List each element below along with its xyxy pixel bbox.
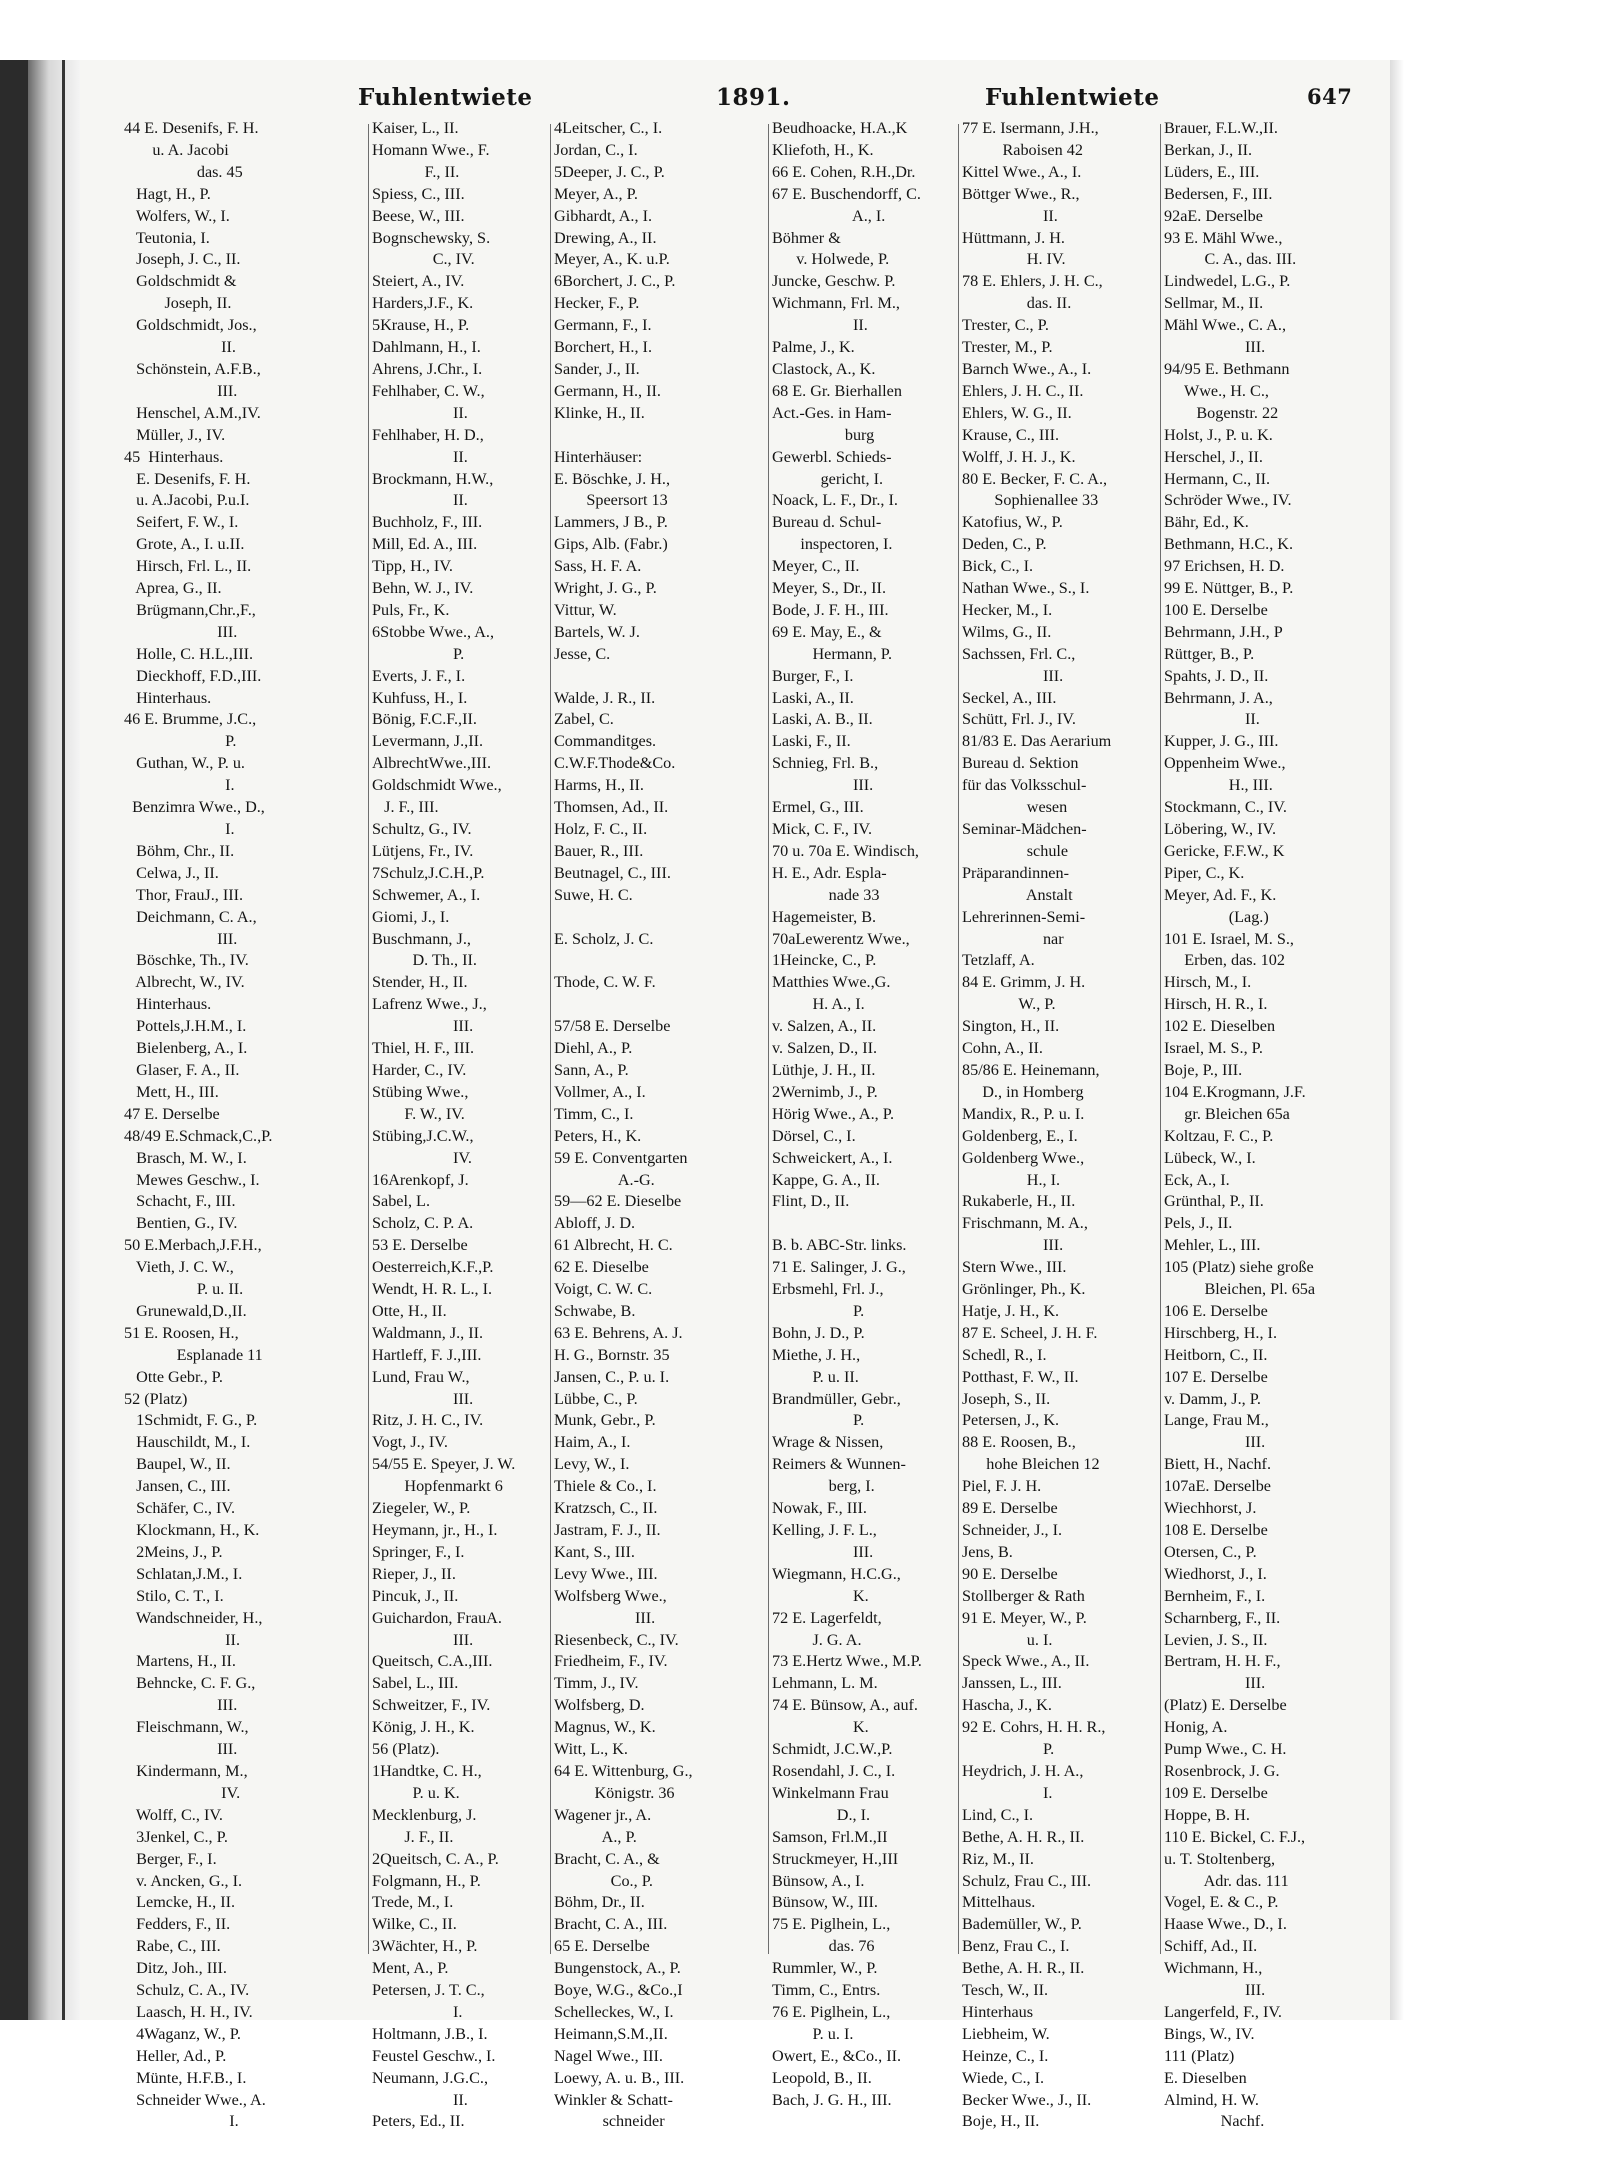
directory-column-4: Beudhoacke, H.A.,K Kliefoth, H., K. 66 E. Cohen, R.H.,Dr. 67 E. Buschendorff, C. A., I. Böhmer & v. Holwede, P. Juncke, Geschw. P. Wichmann, Frl. M., II. Palme, J., K. Clastock, A., K. 68 E. Gr. Bierhallen Act.-Ges. in Ham- burg Gewerbl. Schieds- gericht, I. Noack, L. F., Dr., I. Bureau d. Schul- inspectoren, I. Meyer, C., II. Meyer, S., Dr., II. Bode, J. F. H., III. 69 E. May, E., & Hermann, P. Burger, F., I. Laski, A., II. Laski, A. B., II. Laski, F., II. Schnieg, Frl. B., III. Ermel, G., III. Mick, C. F., IV. 70 u. 70a E. Windisch, H. E., Adr. Espla- nade 33 Hagemeister, B. 70aLewerentz Wwe., 1Heincke, C., P. Matthies Wwe.,G. H. A., I. v. Salzen, A., II. v. Salzen, D., II. Lüthje, J. H., II. 2Wernimb, J., P. Hörig Wwe., A., P. Dörsel, C., I. Schweickert, A., I. Kappe, G. A., II. Flint, D., II. B. b. ABC-Str. links. 71 E. Salinger, J. G., Erbsmehl, Frl. J., P. Bohn, J. D., P. Miethe, J. H., P. u. II. Brandmüller, Gebr., P. Wrage & Nissen, Reimers & Wunnen- berg, I. Nowak, F., III. Kelling, J. F. L., III. Wiegmann, H.C.G., K. 72 E. Lagerfeldt, J. G. A. 73 E.Hertz Wwe., M.P. Lehmann, L. M. 74 E. Bünsow, A., auf. K. Schmidt, J.C.W.,P. Rosendahl, J. C., I. Winkelmann Frau D., I. Samson, Frl.M.,II Struckmeyer, H.,III Bünsow, A., I. Bünsow, W., III. 75 E. Piglhein, L., das. 76 Rummler, W., P. Timm, C., Entrs. 76 E. Piglhein, L., P. u. I. Owert, E., &Co., II. Leopold, B., II. Bach, J. G. H., III.	[772, 119, 922, 2109]
directory-column-5: 77 E. Isermann, J.H., Raboisen 42 Kittel Wwe., A., I. Böttger Wwe., R., II. Hüttmann, J. H. H. IV. 78 E. Ehlers, J. H. C., das. II. Trester, C., P. Trester, M., P. Barnch Wwe., A., I. Ehlers, J. H. C., II. Ehlers, W. G., II. Krause, C., III. Wolff, J. H. J., K. 80 E. Becker, F. C. A., Sophienallee 33 Katofius, W., P. Deden, C., P. Bick, C., I. Nathan Wwe., S., I. Hecker, M., I. Wilms, G., II. Sachssen, Frl. C., III. Seckel, A., III. Schütt, Frl. J., IV. 81/83 E. Das Aerarium Bureau d. Sektion für das Volksschul- wesen Seminar-Mädchen- schule Präparandinnen- Anstalt Lehrerinnen-Semi- nar Tetzlaff, A. 84 E. Grimm, J. H. W., P. Sington, H., II. Cohn, A., II. 85/86 E. Heinemann, D., in Homberg Mandix, R., P. u. I. Goldenberg, E., I. Goldenberg Wwe., H., I. Rukaberle, H., II. Frischmann, M. A., III. Stern Wwe., III. Grönlinger, Ph., K. Hatje, J. H., K. 87 E. Scheel, J. H. F. Schedl, R., I. Potthast, F. W., II. Joseph, S., II. Petersen, J., K. 88 E. Roosen, B., hohe Bleichen 12 Piel, F. J. H. 89 E. Derselbe Schneider, J., I. Jens, B. 90 E. Derselbe Stollberger & Rath 91 E. Meyer, W., P. u. I. Speck Wwe., A., II. Janssen, L., III. Hascha, J., K. 92 E. Cohrs, H. H. R., P. Heydrich, J. H. A., I. Lind, C., I. Bethe, A. H. R., II. Riz, M., II. Schulz, Frau C., III. Mittelhaus. Bademüller, W., P. Benz, Frau C., I. Bethe, A. H. R., II. Tesch, W., II. Hinterhaus Liebheim, W. Heinze, C., I. Wiede, C., I. Becker Wwe., J., II. Boje, H., II.	[962, 119, 1112, 2131]
header-right-title: Fuhlentwiete	[985, 84, 1160, 111]
directory-column-3: 4Leitscher, C., I. Jordan, C., I. 5Deeper, J. C., P. Meyer, A., P. Gibhardt, A., I. Drewing, A., II. Meyer, A., K. u.P. 6Borchert, J. C., P. Hecker, F., P. Germann, F., I. Borchert, H., I. Sander, J., II. Germann, H., II. Klinke, H., II. Hinterhäuser: E. Böschke, J. H., Speersort 13 Lammers, J B., P. Gips, Alb. (Fabr.) Sass, H. F. A. Wright, J. G., P. Vittur, W. Bartels, W. J. Jesse, C. Walde, J. R., II. Zabel, C. Commanditges. C.W.F.Thode&Co. Harms, H., II. Thomsen, Ad., II. Holz, F. C., II. Bauer, R., III. Beutnagel, C., III. Suwe, H. C. E. Scholz, J. C. Thode, C. W. F. 57/58 E. Derselbe Diehl, A., P. Sann, A., P. Vollmer, A., I. Timm, C., I. Peters, H., K. 59 E. Conventgarten A.-G. 59—62 E. Dieselbe Abloff, J. D. 61 Albrecht, H. C. 62 E. Dieselbe Voigt, C. W. C. Schwabe, B. 63 E. Behrens, A. J. H. G., Bornstr. 35 Jansen, C., P. u. I. Lübbe, C., P. Munk, Gebr., P. Haim, A., I. Levy, W., I. Thiele & Co., I. Kratzsch, C., II. Jastram, F. J., II. Kant, S., III. Levy Wwe., III. Wolfsberg Wwe., III. Riesenbeck, C., IV. Friedheim, F., IV. Timm, J., IV. Wolfsberg, D. Magnus, W., K. Witt, L., K. 64 E. Wittenburg, G., Königstr. 36 Wagener jr., A. A., P. Bracht, C. A., & Co., P. Böhm, Dr., II. Bracht, C. A., III. 65 E. Derselbe Bungenstock, A., P. Boye, W.G., &Co.,I Schelleckes, W., I. Heimann,S.M.,II. Nagel Wwe., III. Loewy, A. u. B., III. Winkler & Schatt- schneider	[554, 119, 693, 2131]
header-left-title: Fuhlentwiete	[358, 84, 533, 111]
column-rule	[368, 124, 369, 1954]
column-rule	[768, 124, 769, 1954]
header-year: 1891.	[716, 84, 791, 111]
page-right-edge	[1390, 60, 1404, 2020]
column-rule	[1160, 124, 1161, 1954]
book-gutter	[28, 60, 80, 2020]
directory-column-6: Brauer, F.L.W.,II. Berkan, J., II. Lüders, E., III. Bedersen, F., III. 92aE. Derselbe 93 E. Mähl Wwe., C. A., das. III. Lindwedel, L.G., P. Sellmar, M., II. Mähl Wwe., C. A., III. 94/95 E. Bethmann Wwe., H. C., Bogenstr. 22 Holst, J., P. u. K. Herschel, J., II. Hermann, C., II. Schröder Wwe., IV. Bähr, Ed., K. Bethmann, H.C., K. 97 Erichsen, H. D. 99 E. Nüttger, B., P. 100 E. Derselbe Behrmann, J.H., P Rüttger, B., P. Spahts, J. D., II. Behrmann, J. A., II. Kupper, J. G., III. Oppenheim Wwe., H., III. Stockmann, C., IV. Löbering, W., IV. Gericke, F.F.W., K Piper, C., K. Meyer, Ad. F., K. (Lag.) 101 E. Israel, M. S., Erben, das. 102 Hirsch, M., I. Hirsch, H. R., I. 102 E. Dieselben Israel, M. S., P. Boje, P., III. 104 E.Krogmann, J.F. gr. Bleichen 65a Koltzau, F. C., P. Lübeck, W., I. Eck, A., I. Grünthal, P., II. Pels, J., II. Mehler, L., III. 105 (Platz) siehe große Bleichen, Pl. 65a 106 E. Derselbe Hirschberg, H., I. Heitborn, C., II. 107 E. Derselbe v. Damm, J., P. Lange, Frau M., III. Biett, H., Nachf. 107aE. Derselbe Wiechhorst, J. 108 E. Derselbe Otersen, C., P. Wiedhorst, J., I. Bernheim, F., I. Scharnberg, F., II. Levien, J. S., II. Bertram, H. H. F., III. (Platz) E. Derselbe Honig, A. Pump Wwe., C. H. Rosenbrock, J. G. 109 E. Derselbe Hoppe, B. H. 110 E. Bickel, C. F.J., u. T. Stoltenberg, Adr. das. 111 Vogel, E. & C., P. Haase Wwe., D., I. Schiff, Ad., II. Wichmann, H., III. Langerfeld, F., IV. Bings, W., IV. 111 (Platz) E. Dieselben Almind, H. W. Nachf.	[1164, 119, 1316, 2131]
column-rule	[550, 124, 551, 1954]
page-number: 647	[1307, 84, 1353, 109]
directory-column-2: Kaiser, L., II. Homann Wwe., F. F., II. Spiess, C., III. Beese, W., III. Bognschewsky, S. C., IV. Steiert, A., IV. Harders,J.F., K. 5Krause, H., P. Dahlmann, H., I. Ahrens, J.Chr., I. Fehlhaber, C. W., II. Fehlhaber, H. D., II. Brockmann, H.W., II. Buchholz, F., III. Mill, Ed. A., III. Tipp, H., IV. Behn, W. J., IV. Puls, Fr., K. 6Stobbe Wwe., A., P. Everts, J. F., I. Kuhfuss, H., I. Bönig, F.C.F.,II. Levermann, J.,II. AlbrechtWwe.,III. Goldschmidt Wwe., J. F., III. Schultz, G., IV. Lütjens, Fr., IV. 7Schulz,J.C.H.,P. Schwemer, A., I. Giomi, J., I. Buschmann, J., D. Th., II. Stender, H., II. Lafrenz Wwe., J., III. Thiel, H. F., III. Harder, C., IV. Stübing Wwe., F. W., IV. Stübing,J.C.W., IV. 16Arenkopf, J. Sabel, L. Scholz, C. P. A. 53 E. Derselbe Oesterreich,K.F.,P. Wendt, H. R. L., I. Otte, H., II. Waldmann, J., II. Hartleff, F. J.,III. Lund, Frau W., III. Ritz, J. H. C., IV. Vogt, J., IV. 54/55 E. Speyer, J. W. Hopfenmarkt 6 Ziegeler, W., P. Heymann, jr., H., I. Springer, F., I. Rieper, J., II. Pincuk, J., II. Guichardon, FrauA. III. Queitsch, C.A.,III. Sabel, L., III. Schweitzer, F., IV. König, J. H., K. 56 (Platz). 1Handtke, C. H., P. u. K. Mecklenburg, J. J. F., II. 2Queitsch, C. A., P. Folgmann, H., P. Trede, M., I. Wilke, C., II. 3Wächter, H., P. Ment, A., P. Petersen, J. T. C., I. Holtmann, J.B., I. Feustel Geschw., I. Neumann, J.G.C., II. Peters, Ed., II.	[372, 119, 516, 2131]
gutter-line	[62, 60, 65, 2020]
column-rule	[958, 124, 959, 1954]
scanner-edge	[0, 60, 28, 2020]
directory-column-1: 44 E. Desenifs, F. H. u. A. Jacobi das. 45 Hagt, H., P. Wolfers, W., I. Teutonia, I. Joseph, J. C., II. Goldschmidt & Joseph, II. Goldschmidt, Jos., II. Schönstein, A.F.B., III. Henschel, A.M.,IV. Müller, J., IV. 45 Hinterhaus. E. Desenifs, F. H. u. A.Jacobi, P.u.I. Seifert, F. W., I. Grote, A., I. u.II. Hirsch, Frl. L., II. Aprea, G., II. Brügmann,Chr.,F., III. Holle, C. H.L.,III. Dieckhoff, F.D.,III. Hinterhaus. 46 E. Brumme, J.C., P. Guthan, W., P. u. I. Benzimra Wwe., D., I. Böhm, Chr., II. Celwa, J., II. Thor, FrauJ., III. Deichmann, C. A., III. Böschke, Th., IV. Albrecht, W., IV. Hinterhaus. Pottels,J.H.M., I. Bielenberg, A., I. Glaser, F. A., II. Mett, H., III. 47 E. Derselbe 48/49 E.Schmack,C.,P. Brasch, M. W., I. Mewes Geschw., I. Schacht, F., III. Bentien, G., IV. 50 E.Merbach,J.F.H., Vieth, J. C. W., P. u. II. Grunewald,D.,II. 51 E. Roosen, H., Esplanade 11 Otte Gebr., P. 52 (Platz) 1Schmidt, F. G., P. Hauschildt, M., I. Baupel, W., II. Jansen, C., III. Schäfer, C., IV. Klockmann, H., K. 2Meins, J., P. Schlatan,J.M., I. Stilo, C. T., I. Wandschneider, H., II. Martens, H., II. Behncke, C. F. G., III. Fleischmann, W., III. Kindermann, M., IV. Wolff, C., IV. 3Jenkel, C., P. Berger, F., I. v. Ancken, G., I. Lemcke, H., II. Fedders, F., II. Rabe, C., III. Ditz, Joh., III. Schulz, C. A., IV. Laasch, H. H., IV. 4Waganz, W., P. Heller, Ad., P. Münte, H.F.B., I. Schneider Wwe., A. I.	[124, 119, 273, 2131]
